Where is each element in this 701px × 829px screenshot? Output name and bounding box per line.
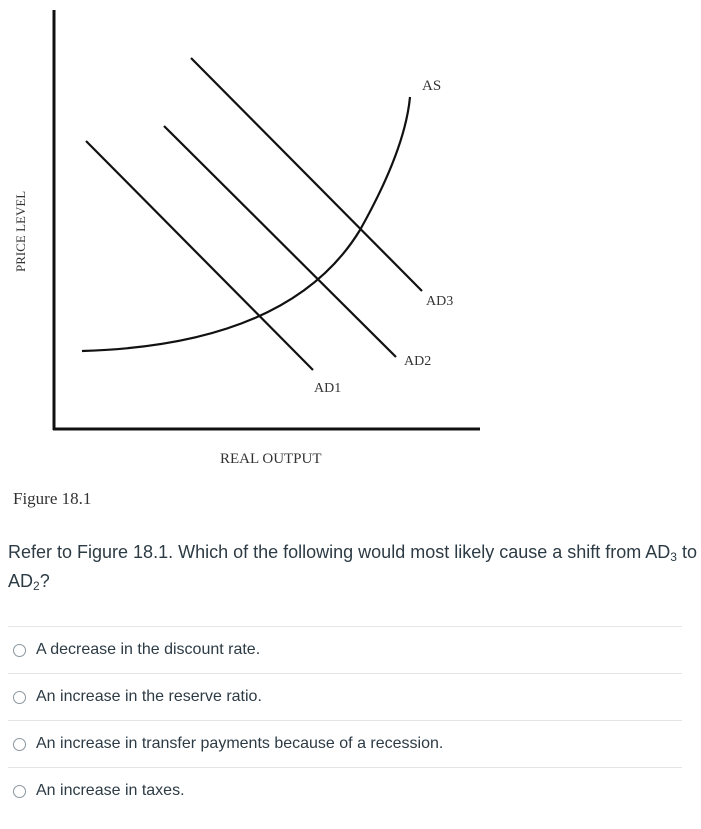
question-sub-a: 3 — [670, 550, 677, 564]
as-curve — [82, 97, 410, 351]
radio-button[interactable] — [13, 738, 26, 751]
answer-option-2[interactable] — [8, 673, 682, 720]
ad3-label: AD3 — [426, 294, 454, 309]
as-label: AS — [422, 78, 442, 94]
answer-label: An increase in taxes. — [36, 782, 185, 799]
answer-option-3[interactable] — [8, 720, 682, 767]
ad-as-graph — [0, 0, 490, 520]
ad2-line — [164, 126, 396, 357]
ad1-label: AD1 — [314, 381, 342, 396]
radio-button[interactable] — [13, 691, 26, 704]
question-sub-b: 2 — [33, 579, 40, 593]
answer-label: A decrease in the discount rate. — [36, 641, 261, 658]
radio-button[interactable] — [13, 644, 26, 657]
question-text — [8, 538, 698, 596]
y-axis-label: PRICE LEVEL — [13, 190, 28, 272]
ad2-label: AD2 — [404, 354, 432, 369]
figure-caption: Figure 18.1 — [13, 489, 92, 508]
answer-label: An increase in the reserve ratio. — [36, 688, 262, 705]
answer-list — [8, 626, 682, 814]
x-axis-label: REAL OUTPUT — [220, 451, 322, 467]
answer-label: An increase in transfer payments because of a recession. — [36, 735, 444, 752]
answer-option-4[interactable] — [8, 767, 682, 814]
question-text-before: Refer to Figure 18.1. Which of the following would most likely cause a shift from AD — [8, 542, 671, 562]
economics-figure — [0, 0, 490, 520]
radio-button[interactable] — [13, 785, 26, 798]
question-text-middle: to AD — [8, 542, 697, 591]
answer-option-1[interactable] — [8, 626, 682, 673]
question-text-after: ? — [39, 571, 50, 591]
